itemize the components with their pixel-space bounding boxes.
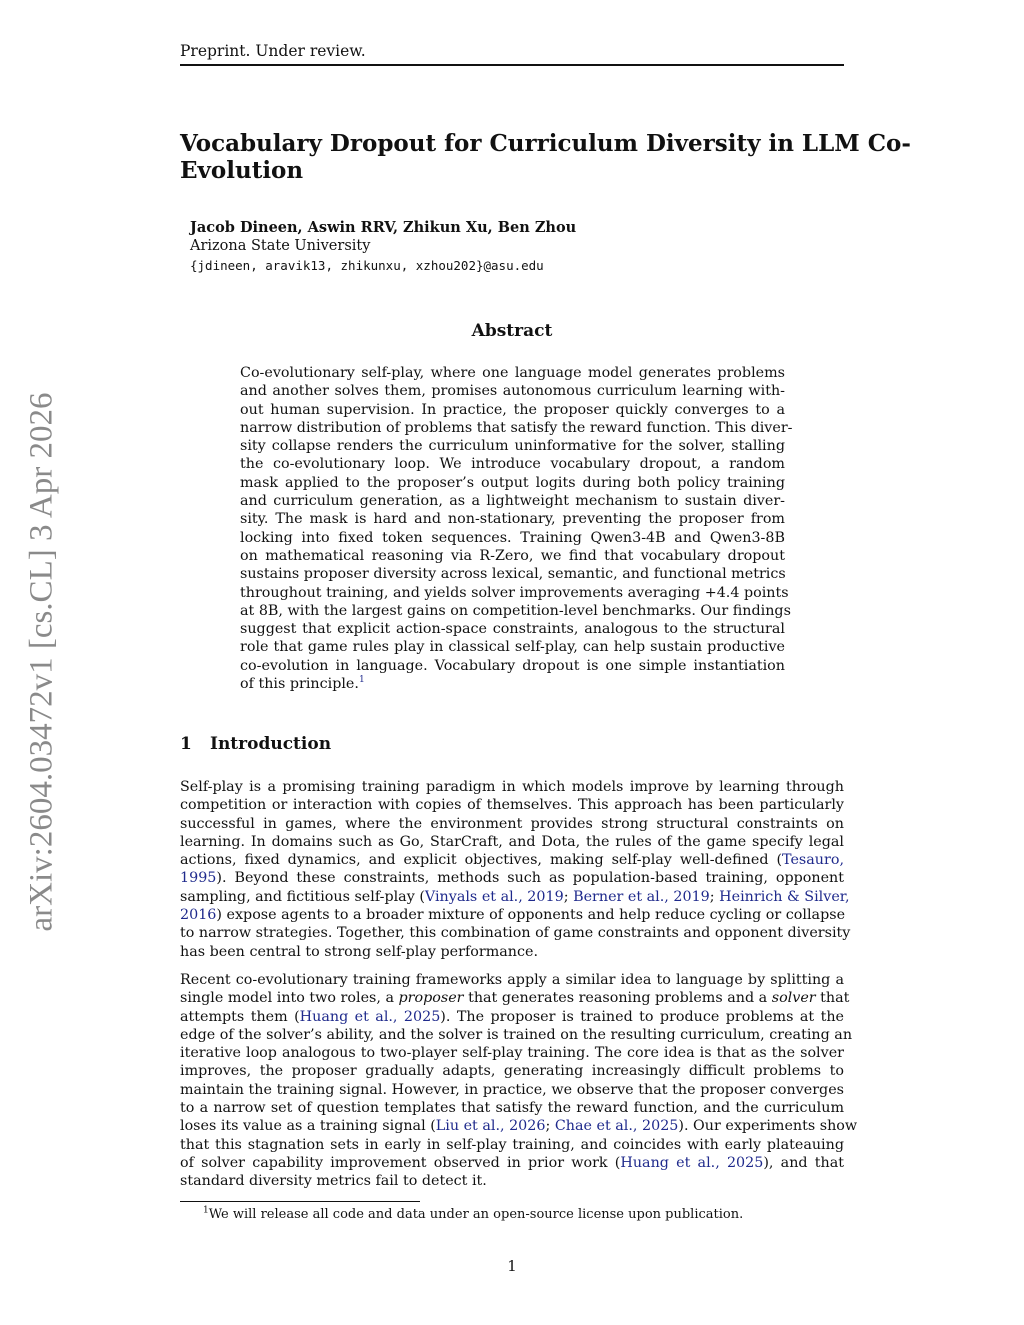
author-block — [190, 218, 830, 275]
body-line: edge of the solver’s ability, and the solver is trained on the resulting curriculum, creating an — [180, 1026, 853, 1043]
body-line: competition or interaction with copies of themselves. This approach has been particularly — [180, 797, 844, 814]
citation-link[interactable]: Tesauro, — [782, 852, 844, 869]
paper-title — [180, 130, 911, 184]
abstract-line: co-evolution in language. Vocabulary dropout is one simple instantiation — [240, 657, 785, 674]
abstract-line: throughout training, and yields solver improvements averaging +4.4 points — [240, 584, 789, 601]
body-line: successful in games, where the environment provides strong structural constraints on — [180, 815, 844, 832]
footnote-text: We will release all code and data under an open-source license upon publication. — [208, 1207, 744, 1222]
footnote — [203, 1207, 743, 1222]
citation-link[interactable]: Huang et al., 2025 — [299, 1008, 441, 1025]
emphasis: proposer — [398, 990, 464, 1007]
abstract-line: mask applied to the proposer’s output logits during both policy training — [240, 474, 785, 491]
body-line: that this stagnation sets in early in self-play training, and coincides with early plateauing — [180, 1136, 844, 1153]
body-text-run: of solver capability improvement observed in prior work ( — [180, 1154, 621, 1171]
citation-link[interactable]: Vinyals et al., 2019 — [424, 888, 564, 905]
citation-link[interactable]: Berner et al., 2019 — [573, 888, 710, 905]
abstract-line: the co-evolutionary loop. We introduce vocabulary dropout, a random — [240, 456, 785, 473]
body-line: to narrow strategies. Together, this combination of game constraints and opponent diversity — [180, 925, 851, 942]
abstract-line: locking into fixed token sequences. Training Qwen3-4B and Qwen3-8B — [240, 529, 785, 546]
body-line: Self-play is a promising training paradigm in which models improve by learning through — [180, 779, 844, 795]
footnote-rule — [180, 1201, 420, 1202]
intro-paragraph-2 — [180, 971, 858, 1191]
body-text-run: ) expose agents to a broader mixture of opponents and help reduce cycling or collapse — [216, 907, 846, 924]
body-line — [180, 1117, 858, 1135]
body-line: to a narrow set of question templates that satisfy the reward function, and the curriculum — [180, 1100, 844, 1117]
abstract-line: sity collapse renders the curriculum uninformative for the solver, stalling — [240, 438, 785, 455]
abstract-line: Co-evolutionary self-play, where one language model generates problems — [240, 365, 785, 381]
body-text-run: ), and that — [763, 1154, 844, 1171]
title-line: Vocabulary Dropout for Curriculum Diversity in LLM Co- — [180, 130, 911, 157]
abstract-line: and curriculum generation, as a lightweight mechanism to sustain diver- — [240, 493, 785, 510]
abstract-line: suggest that explicit action-space constraints, analogous to the structural — [240, 621, 785, 638]
body-text-run: that generates reasoning problems and a — [463, 990, 772, 1007]
citation-link[interactable]: 1995 — [180, 870, 217, 887]
body-text-run: loses its value as a training signal ( — [180, 1118, 436, 1135]
abstract-line: on mathematical reasoning via R-Zero, we find that vocabulary dropout — [240, 547, 785, 564]
body-line — [180, 1008, 844, 1026]
body-text-run: ). The proposer is trained to produce problems at the — [440, 1008, 844, 1025]
section-title: Introduction — [210, 734, 332, 754]
body-line — [180, 851, 844, 869]
citation-link[interactable]: 2016 — [180, 907, 217, 924]
section-number: 1 — [180, 734, 192, 754]
abstract-text — [240, 364, 793, 693]
page-number: 1 — [507, 1257, 517, 1275]
body-line: improves, the proposer gradually adapts, generating increasingly difficult problems to — [180, 1063, 844, 1080]
body-line: has been central to strong self-play performance. — [180, 943, 538, 960]
abstract-line: narrow distribution of problems that satisfy the reward function. This diver- — [240, 419, 793, 436]
abstract-heading: Abstract — [471, 321, 553, 341]
abstract-line: out human supervision. In practice, the proposer quickly converges to a — [240, 401, 785, 418]
author-names: Jacob Dineen, Aswin RRV, Zhikun Xu, Ben Zhou — [190, 219, 577, 236]
citation-link[interactable]: Liu et al., 2026 — [435, 1118, 546, 1135]
citation-link[interactable]: Chae et al., 2025 — [554, 1118, 679, 1135]
abstract-line-text: of this principle. — [240, 676, 359, 693]
body-text-run: that — [815, 990, 850, 1007]
body-text-run: ). Beyond these constraints, methods such as population-based training, opponent — [216, 870, 844, 887]
body-text-run: ). Our experiments show — [678, 1118, 858, 1135]
citation-separator: ; — [563, 888, 574, 905]
title-line: Evolution — [180, 157, 304, 184]
footnote-number: 1 — [203, 1205, 209, 1216]
abstract-line-final — [240, 675, 785, 693]
body-text-run: single model into two roles, a — [180, 990, 399, 1007]
arxiv-identifier-stamp[interactable]: arXiv:2604.03472v1 [cs.CL] 3 Apr 2026 — [23, 392, 60, 932]
footnote-marker[interactable]: 1 — [358, 675, 365, 686]
abstract-line: sity. The mask is hard and non-stationary, preventing the proposer from — [240, 511, 785, 528]
body-line — [180, 906, 844, 924]
abstract-line: and another solves them, promises autonomous curriculum learning with- — [240, 383, 785, 400]
body-line: standard diversity metrics fail to detect it. — [180, 1173, 487, 1190]
citation-separator: ; — [709, 888, 720, 905]
body-line: learning. In domains such as Go, StarCraft, and Dota, the rules of the game specify legal — [180, 833, 844, 850]
body-line — [180, 989, 850, 1007]
body-line — [180, 869, 844, 887]
abstract-line: role that game rules play in classical self-play, can help sustain productive — [240, 639, 785, 656]
author-emails: {jdineen, aravik13, zhikunxu, xzhou202}@asu.edu — [190, 258, 544, 273]
body-line — [180, 1154, 844, 1172]
emphasis: solver — [771, 990, 816, 1007]
running-header: Preprint. Under review. — [180, 42, 366, 60]
body-text-run: sampling, and fictitious self-play ( — [180, 888, 425, 905]
section-heading — [180, 734, 331, 754]
abstract-line: sustains proposer diversity across lexical, semantic, and functional metrics — [240, 566, 786, 583]
body-text-run: actions, fixed dynamics, and explicit objectives, making self-play well-defined ( — [180, 852, 783, 869]
body-line: maintain the training signal. However, in practice, we observe that the proposer converges — [180, 1081, 844, 1098]
citation-separator: ; — [545, 1118, 555, 1135]
abstract-line: at 8B, with the largest gains on competition-level benchmarks. Our findings — [240, 602, 791, 619]
citation-link[interactable]: Huang et al., 2025 — [620, 1154, 764, 1171]
citation-link[interactable]: Heinrich & Silver, — [719, 888, 850, 905]
header-rule — [180, 64, 844, 66]
affiliation: Arizona State University — [190, 238, 371, 254]
body-line: iterative loop analogous to two-player self-play training. The core idea is that as the solver — [180, 1045, 844, 1062]
body-text-run: attempts them ( — [180, 1008, 300, 1025]
intro-paragraph-1 — [180, 778, 851, 961]
body-line — [180, 888, 850, 906]
body-line: Recent co-evolutionary training frameworks apply a similar idea to language by splitting a — [180, 972, 844, 988]
